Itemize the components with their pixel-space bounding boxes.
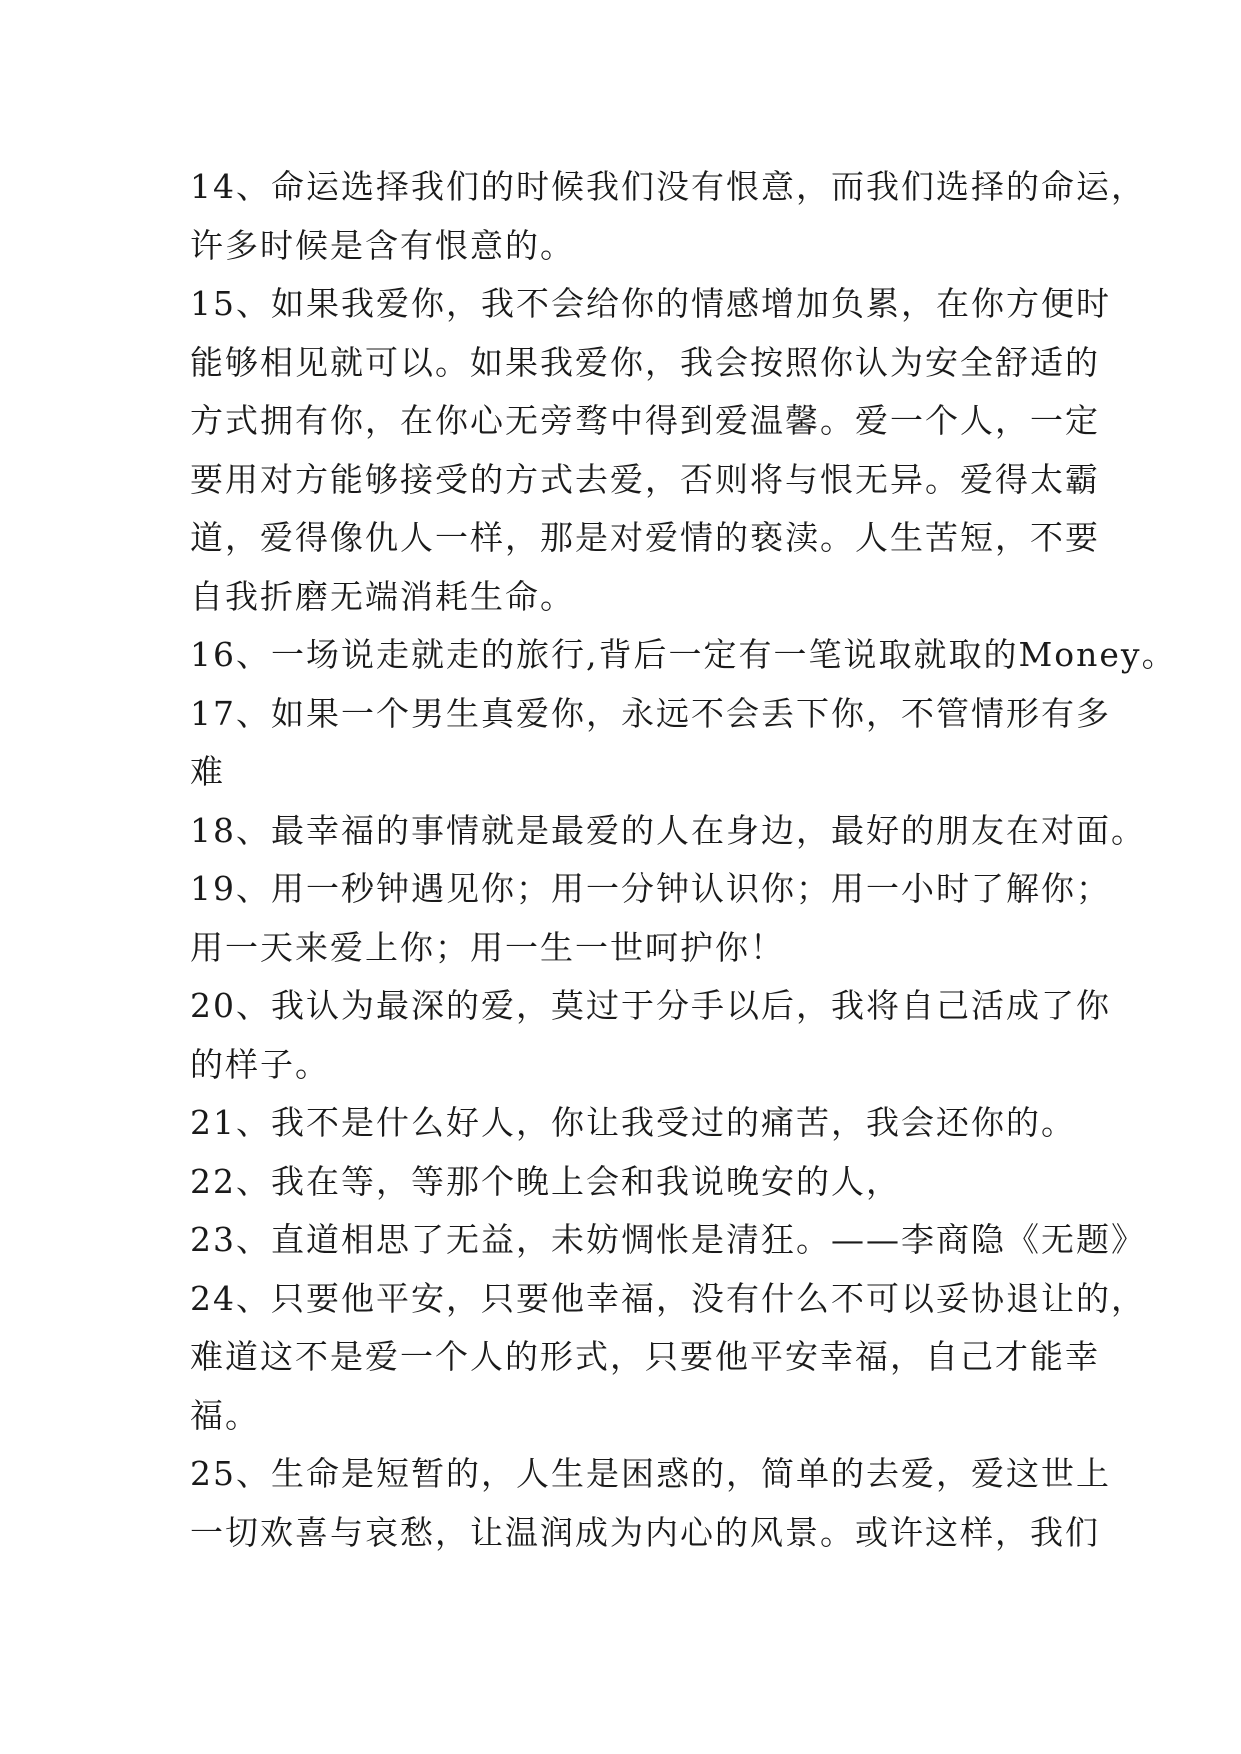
text-line: 20、我认为最深的爱，莫过于分手以后，我将自己活成了你 (190, 986, 1111, 1025)
text-line: 24、只要他平安，只要他幸福，没有什么不可以妥协退让的， (190, 1278, 1146, 1318)
text-line: 难道这不是爱一个人的形式，只要他平安幸福，自己才能幸 (190, 1337, 1100, 1376)
text-line: 用一天来爱上你；用一生一世呵护你！ (190, 927, 785, 967)
text-line: 23、直道相思了无益，未妨惆怅是清狂。——李商隐《无题》 (190, 1220, 1146, 1259)
text-line: 一切欢喜与哀愁，让温润成为内心的风景。或许这样，我们 (190, 1512, 1100, 1552)
text-line: 许多时候是含有恨意的。 (190, 225, 575, 265)
text-line: 福。 (190, 1395, 260, 1435)
text-line: 难 (190, 752, 225, 791)
text-line: 14、命运选择我们的时候我们没有恨意，而我们选择的命运， (190, 167, 1146, 206)
text-line: 方式拥有你，在你心无旁骛中得到爱温馨。爱一个人，一定 (190, 401, 1100, 440)
text-line: 25、生命是短暂的，人生是困惑的，简单的去爱，爱这世上 (190, 1454, 1111, 1493)
text-line: 道，爱得像仇人一样，那是对爱情的亵渎。人生苦短，不要 (190, 518, 1100, 557)
text-line: 能够相见就可以。如果我爱你，我会按照你认为安全舒适的 (190, 342, 1100, 382)
text-line: 16、一场说走就走的旅行,背后一定有一笔说取就取的Money。 (190, 635, 1177, 674)
text-line: 18、最幸福的事情就是最爱的人在身边，最好的朋友在对面。 (190, 810, 1146, 850)
text-line: 19、用一秒钟遇见你；用一分钟认识你；用一小时了解你； (190, 869, 1111, 908)
text-line: 22、我在等，等那个晚上会和我说晚安的人， (190, 1161, 901, 1201)
text-line: 自我折磨无端消耗生命。 (190, 576, 575, 616)
document-body (190, 158, 1177, 1562)
text-line: 15、如果我爱你，我不会给你的情感增加负累，在你方便时 (190, 284, 1111, 323)
text-line: 要用对方能够接受的方式去爱，否则将与恨无异。爱得太霸 (190, 459, 1100, 499)
text-line: 17、如果一个男生真爱你，永远不会丢下你，不管情形有多 (190, 693, 1111, 733)
text-line: 21、我不是什么好人，你让我受过的痛苦，我会还你的。 (190, 1103, 1076, 1142)
text-line: 的样子。 (190, 1044, 330, 1084)
